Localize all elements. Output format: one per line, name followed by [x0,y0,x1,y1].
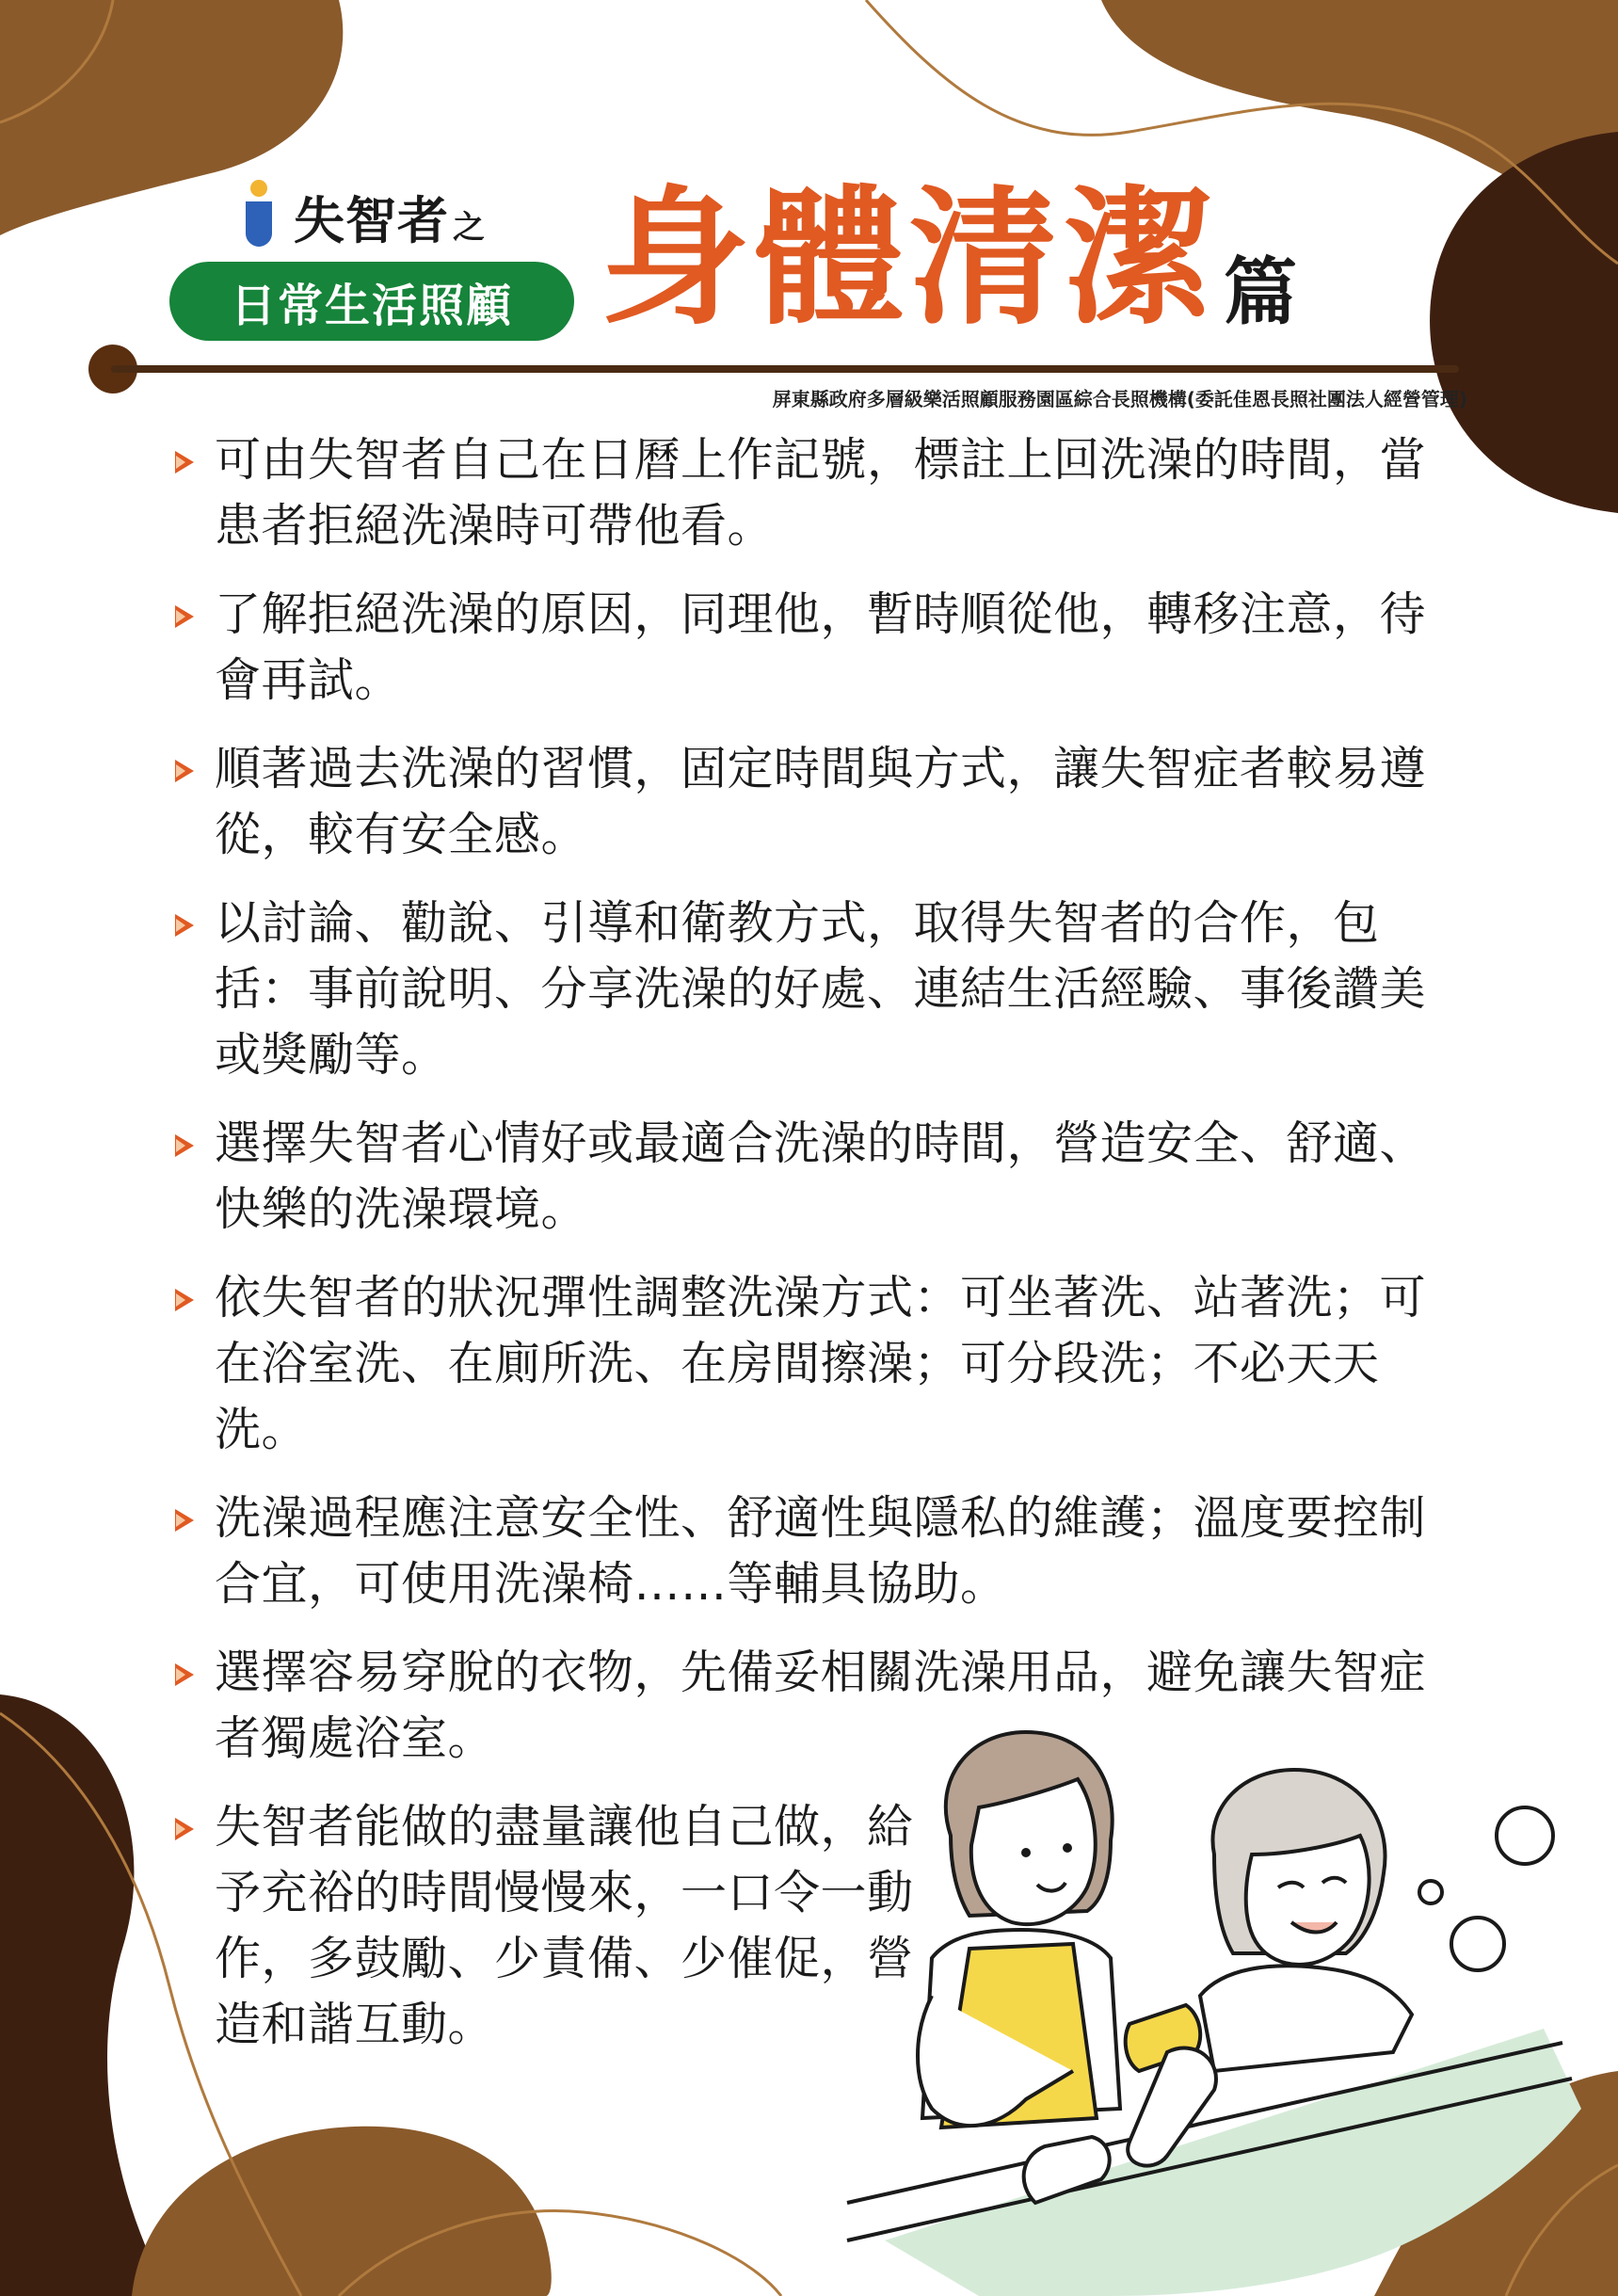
triangle-bullet-icon [175,605,194,628]
page-title: 身體清潔 [601,172,1218,345]
category-pill: 日常生活照顧 [169,262,574,341]
triangle-bullet-icon [175,1289,194,1311]
tip-text: 以討論、勸說、引導和衛教方式，取得失智者的合作，包括：事前說明、分享洗澡的好處、連結生活經驗、事後讚美或獎勵等。 [215,896,1427,1082]
tip-text: 選擇容易穿脫的衣物，先備妥相關洗澡用品，避免讓失智症者獨處浴室。 [215,1646,1427,1765]
tip-text: 依失智者的狀況彈性調整洗澡方式：可坐著洗、站著洗；可在浴室洗、在廁所洗、在房間擦澡；可分段洗；不必天天洗。 [215,1271,1427,1456]
tip-text: 可由失智者自己在日曆上作記號，標註上回洗澡的時間，當患者拒絕洗澡時可帶他看。 [215,433,1427,553]
subject-label: 失智者 之 [294,191,486,250]
tip-text: 選擇失智者心情好或最適合洗澡的時間，營造安全、舒適、快樂的洗澡環境。 [215,1116,1427,1236]
triangle-bullet-icon [175,451,194,474]
triangle-bullet-icon [175,760,194,782]
triangle-bullet-icon [175,1509,194,1532]
person-icon [243,179,275,247]
organization-credit: 屏東縣政府多層級樂活照顧服務園區綜合長照機構(委託佳恩長照社團法人經營管理) [772,388,1467,410]
tip-text: 洗澡過程應注意安全性、舒適性與隱私的維護；溫度要控制合宜，可使用洗澡椅……等輔具協助。 [215,1491,1427,1611]
tip-text: 了解拒絕洗澡的原因，同理他，暫時順從他，轉移注意，待會再試。 [215,587,1427,707]
title-suffix: 篇 [1224,250,1298,335]
list-item [171,427,1451,559]
tip-text: 順著過去洗澡的習慣，固定時間與方式，讓失智症者較易遵從，較有安全感。 [215,742,1427,861]
header [0,0,1618,433]
triangle-bullet-icon [175,1818,194,1840]
bubble-small [1419,1881,1442,1903]
tip-text: 失智者能做的盡量讓他自己做，給予充裕的時間慢慢來，一口令一動作，多鼓勵、少責備、少催促，營造和諧互動。 [215,1800,914,2051]
bubble-large [1497,1807,1553,1864]
header-divider [111,365,1459,373]
triangle-bullet-icon [175,914,194,937]
caregiver-bathing-illustration [828,1713,1618,2296]
list-item [171,736,1451,868]
triangle-bullet-icon [175,1663,194,1686]
left-bottom-dark-blob [0,1694,169,2296]
subject-connector: 之 [453,209,486,247]
triangle-bullet-icon [175,1134,194,1157]
bottom-left-blob [132,2127,552,2296]
list-item [171,1485,1451,1617]
elder-body [1200,1966,1412,2071]
list-item [171,1265,1451,1463]
list-item [171,891,1451,1088]
bubble-medium [1451,1918,1504,1970]
list-item [171,582,1451,714]
list-item [171,1111,1451,1243]
